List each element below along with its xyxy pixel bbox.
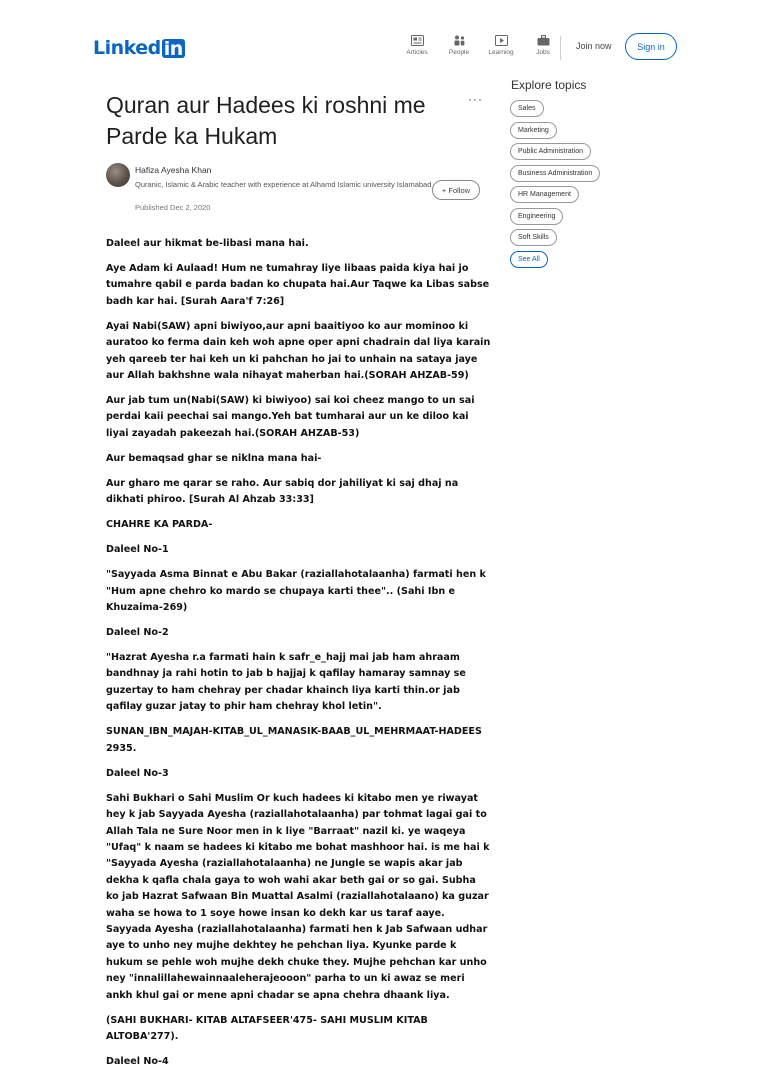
- nav-item-people[interactable]: [438, 35, 480, 56]
- paragraph: "Hazrat Ayesha r.a farmati hain k safr_e_hajj mai jab ham ahraam bandhnay ja rahi hotin to jab b hajjaj k qafilay hamaray samnay se guzertay to ham chehray per chadar khainch liya karti thin.or jab qafilay guzar jatay to phir ham chehray khol letin".: [106, 652, 466, 713]
- more-options-icon[interactable]: ···: [468, 92, 483, 106]
- join-now-button[interactable]: Join now: [576, 41, 612, 51]
- daleel-heading: Daleel No-1: [106, 544, 169, 556]
- explore-topics-heading: Explore topics: [511, 78, 587, 92]
- section-heading: CHAHRE KA PARDA-: [106, 519, 213, 531]
- top-nav-bar: [0, 28, 768, 68]
- linkedin-logo[interactable]: [93, 37, 185, 59]
- author-block: [106, 163, 486, 218]
- topic-engineering[interactable]: Engineering: [510, 208, 563, 225]
- paragraph: Daleel aur hikmat be-libasi mana hai.: [106, 238, 309, 249]
- paragraph: Aur jab tum un(Nabi(SAW) ki biwiyoo) sai koi cheez mango to un sai perdai kaii peechai sai mango.Yeh bat tumharai aur un ke diloo kai liyai zayadah pakeezah hai.(SORAH AHZAB-53): [106, 395, 475, 439]
- nav-item-articles[interactable]: [396, 35, 438, 56]
- article-body: [106, 236, 491, 1079]
- nav-divider: [560, 36, 561, 60]
- topic-list: [510, 100, 650, 272]
- author-name[interactable]: Hafiza Ayesha Khan: [135, 165, 212, 175]
- paragraph: Ayai Nabi(SAW) apni biwiyoo,aur apni baaitiyoo ko aur mominoo ki auratoo ko ferma dain keh woh apne oper apni chadrain dal liya karain yeh qareeb ter hai keh un ki pahchan ho jai to unhain na sataya jaye aur Allah bakhshne wala nihayat maherban hai.(SORAH AHZAB-59): [106, 320, 491, 382]
- nav-label-learning: Learning: [488, 49, 514, 56]
- topic-marketing[interactable]: Marketing: [510, 122, 557, 139]
- topic-hr-management[interactable]: HR Management: [510, 186, 579, 203]
- learning-icon: [495, 35, 508, 46]
- sign-in-button[interactable]: Sign in: [625, 33, 677, 60]
- author-avatar[interactable]: [106, 163, 130, 187]
- topic-sales[interactable]: Sales: [510, 100, 544, 117]
- published-date: Published Dec 2, 2020: [135, 203, 211, 212]
- topic-soft-skills[interactable]: Soft Skills: [510, 229, 557, 246]
- article-title: Quran aur Hadees ki roshni me Parde ka Hukam: [106, 92, 426, 149]
- people-icon: [453, 35, 466, 46]
- daleel-heading: Daleel No-4: [106, 1055, 169, 1067]
- nav-label-articles: Articles: [406, 49, 428, 56]
- paragraph: Aur gharo me qarar se raho. Aur sabiq dor jahiliyat ki saj dhaj na dikhati phiroo. [Surah Al Ahzab 33:33]: [106, 477, 459, 506]
- paragraph: Aye Adam ki Aulaad! Hum ne tumahray liye libaas paida kiya hai jo tumahre qabil e parda badan ko chupata hai.Aur Taqwe ka Libas sabse badh kar hai. [Surah Aara'f 7:26]: [106, 263, 490, 307]
- reference: SUNAN_IBN_MAJAH-KITAB_UL_MANASIK-BAAB_UL_MEHRMAAT-HADEES 2935.: [106, 726, 482, 754]
- topic-business-administration[interactable]: Business Administration: [510, 165, 600, 182]
- articles-icon: [411, 35, 424, 46]
- paragraph: "Sayyada Asma Binnat e Abu Bakar (raziallahotalaanha) farmati hen k "Hum apne chehro ko mardo se chupaya karti thee".. (Sahi Ibn e Khuzaima-269): [106, 569, 486, 614]
- nav-label-jobs: Jobs: [536, 49, 550, 56]
- nav-item-jobs[interactable]: [522, 35, 564, 56]
- daleel-heading: Daleel No-3: [106, 767, 169, 779]
- logo-in-box: in: [163, 37, 183, 60]
- nav-item-learning[interactable]: [480, 35, 522, 56]
- topic-public-administration[interactable]: Public Administration: [510, 143, 591, 160]
- daleel-heading: Daleel No-2: [106, 627, 169, 639]
- see-all-topics-button[interactable]: See All: [510, 251, 548, 268]
- reference: (SAHI BUKHARI- KITAB ALTAFSEER'475- SAHI MUSLIM KITAB ALTOBA'277).: [106, 1014, 428, 1042]
- follow-button[interactable]: + Follow: [432, 180, 480, 200]
- main-nav: [396, 35, 564, 56]
- paragraph: Sahi Bukhari o Sahi Muslim Or kuch hadees ki kitabo men ye riwayat hey k jab Sayyada Ayesha (raziallahotalaanha) par tohmat lagai gai to Allah Tala ne Sure Noor men in k liye "Barraat" nazil ki. ye waqeya "Ufaq" k naam se hadees ki kitabo me bohat mashhoor hai. is me hai k "Sayyada Ayesha (raziallahotalaanha) ne Jungle se wapis akar jab dekha k qafla chala gaya to woh wahi akar beth gai or so gai. Subha ko jab Hazrat Safwaan Bin Muattal Asalmi (raziallahotalaano) ka guzar waha se howa to 1 soye howe insan ko dekh kar us taraf aaye. Sayyada Ayesha (raziallahotalaanha) farmati hen k Jab Safwaan udhar aye to unho ney mujhe dekhtey he pehchan liya. Kyunke parde k hukum se pehle woh mujhe dekh chuke they. Mujhe pehchan kar unho ney "innalillahewainnaaleherajeooon" parha to un ki awaz se meri ankh khul gai or mene apni chadar se apna chehra dhaank liya.: [106, 792, 490, 1001]
- paragraph: Aur bemaqsad ghar se niklna mana hai-: [106, 452, 322, 464]
- jobs-icon: [537, 35, 550, 46]
- nav-label-people: People: [448, 49, 470, 56]
- author-headline: Quranic, Islamic & Arabic teacher with experience at Alhamd Islamic university Islamabad: [135, 180, 432, 189]
- logo-text: Linked: [93, 37, 161, 59]
